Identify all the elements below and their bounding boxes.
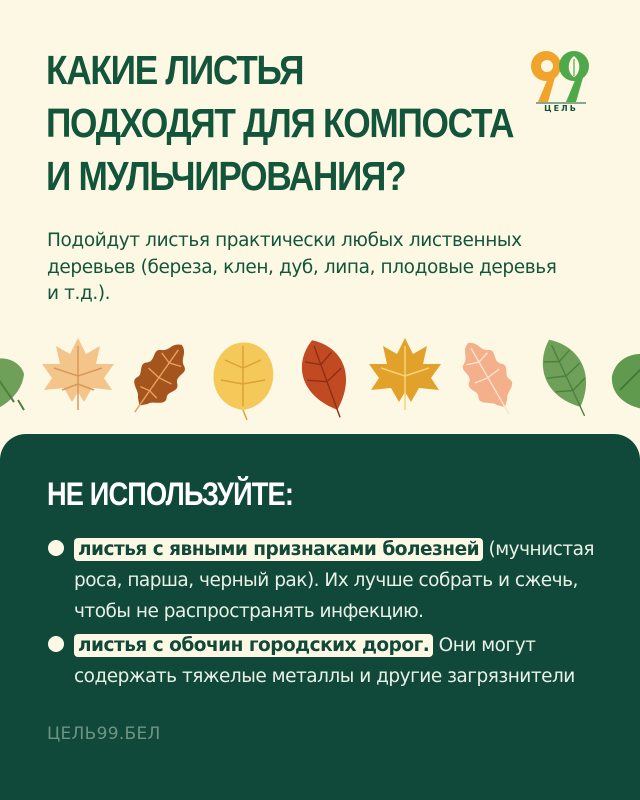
leaf-green-icon <box>612 354 640 410</box>
page-title <box>46 44 514 203</box>
item-text: Они могут содержать тяжелые металлы и другие загрязнители <box>74 635 575 687</box>
linden-leaf-yellow-icon <box>213 342 273 420</box>
oak-leaf-peach-icon <box>450 333 527 422</box>
maple-leaf-peach-icon <box>42 338 114 410</box>
oak-leaf-brown-icon <box>118 333 199 422</box>
maple-leaf-gold-icon <box>369 338 441 410</box>
bullet-icon <box>48 636 64 652</box>
item-highlight: листья с обочин городских дорог. <box>74 634 433 657</box>
item-highlight: листья с явными признаками болезней <box>74 538 483 561</box>
leaf-rust-icon <box>292 333 360 422</box>
item-text: (мучнистая роса, парша, черный рак). Их лучше собрать и сжечь, чтобы не распространять инфекцию. <box>74 539 595 622</box>
leaves-row <box>0 330 640 422</box>
site-url: ЦЕЛЬ99.БЕЛ <box>47 724 161 744</box>
list-item <box>48 534 608 627</box>
logo-99-graphic <box>526 44 596 106</box>
panel-heading: НЕ ИСПОЛЬЗУЙТЕ: <box>47 476 294 512</box>
do-not-use-panel <box>0 434 640 800</box>
birch-leaf-green-2-icon <box>531 331 602 422</box>
title-line-1: КАКИЕ ЛИСТЬЯ <box>46 47 304 93</box>
title-line-3: И МУЛЬЧИРОВАНИЯ? <box>46 153 406 199</box>
list-item <box>48 630 608 692</box>
brand-logo <box>526 44 596 118</box>
intro-text: Подойдут листья практически любых лиственных деревьев (береза, клен, дуб, липа, плодовые деревья и т.д.). <box>47 230 557 304</box>
title-line-2: ПОДХОДЯТ ДЛЯ КОМПОСТА <box>46 100 514 146</box>
logo-text: ЦЕЛЬ <box>544 104 578 113</box>
birch-leaf-green-icon <box>0 358 24 410</box>
bullet-icon <box>48 540 64 556</box>
